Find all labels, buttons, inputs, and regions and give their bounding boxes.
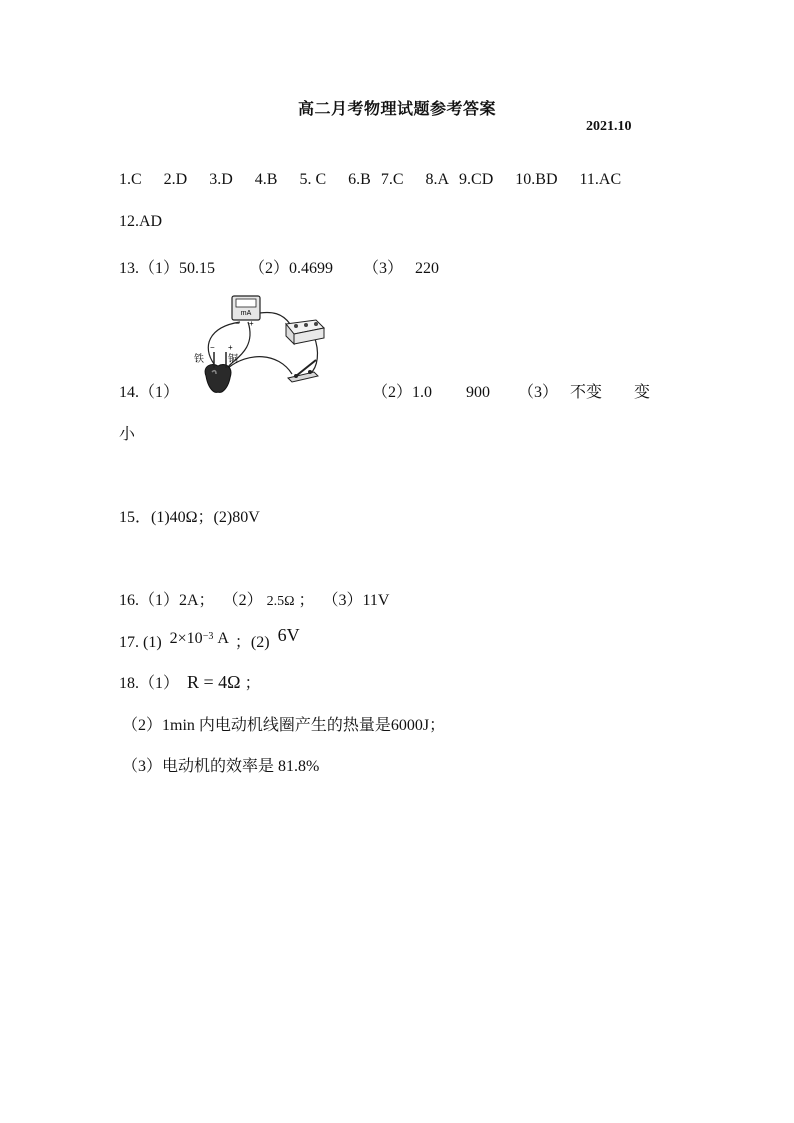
answer-13 [119,255,439,278]
circuit-diagram [188,292,328,398]
answer-8: 8.A [425,171,450,188]
answer-10: 10.BD [515,171,558,188]
electrode-minus: − [210,343,215,352]
answer-18-line-3: （3）电动机的效率是 81.8% [122,758,320,775]
answer-16-part-2-sep: ； [298,592,315,609]
answer-17-mantissa: 2×10 [169,630,203,647]
answer-3: 3.D [209,171,233,188]
answer-12: 12.AD [119,213,163,230]
answer-18-line-2: （2）1min 内电动机线圈产生的热量是6000J； [122,717,446,734]
answer-16-part-2-label: （2） [222,592,263,609]
answer-14-rest [372,379,650,402]
page-title: 高二月考物理试题参考答案 [297,101,496,118]
apple-icon [205,364,231,392]
answer-7: 7.C [380,171,404,188]
answer-14-part-3-label: （3） [518,384,559,401]
answer-2: 2.D [163,171,188,188]
answer-1: 1.C [119,171,142,188]
answer-17-exponent: −3 [202,631,214,642]
answer-16-part-2-value: 2.5Ω [266,594,295,609]
copper-label: 铜 [228,354,238,365]
answer-14-wrap: 小 [119,426,136,443]
meter-minus: − [235,319,240,328]
answer-14-part-2: （2）1.0 [372,384,433,401]
answer-17-part-2-value: 6V [277,625,300,645]
answer-13-part-3-label: （3） [363,260,404,277]
answer-16 [119,587,389,610]
switch-icon [288,372,318,382]
answer-18-resistance: R = 4Ω [187,672,241,692]
answer-13-part-2: （2）0.4699 [249,260,334,277]
date-label: 2021.10 [586,119,632,134]
answer-6: 6.B [348,171,371,188]
answer-17-part-2-label: ；(2) [234,634,270,651]
answer-row-1 [119,171,639,189]
answer-13-part-3-value: 220 [415,260,440,277]
answer-16-part-1: 16.（1）2A； [119,592,215,609]
answer-17-part-1-label: 17. (1) [119,634,162,651]
answer-17 [119,625,300,652]
electrode-plus: + [228,343,233,352]
answer-15: 15．(1)40Ω；(2)80V [119,509,260,526]
answer-13-part-1: 13.（1）50.15 [119,260,216,277]
answer-11: 11.AC [579,171,622,188]
answer-9: 9.CD [459,171,494,188]
answer-14-part-3b: 变 [634,384,651,401]
answer-14-part-3a: 不变 [570,384,603,401]
meter-plus: + [249,319,254,328]
answer-4: 4.B [254,171,278,188]
answer-18-line-1 [119,670,261,693]
ammeter-label: mA [240,310,252,317]
answer-5: 5. C [299,171,327,188]
answer-17-unit: A [217,630,229,647]
answer-14-part-2b: 900 [466,384,491,401]
answer-18-part-1-label: 18.（1） [119,675,180,692]
answer-16-part-3: （3）11V [322,592,390,609]
answer-14-label: 14.（1） [119,384,180,401]
answer-18-sep: ； [244,675,261,692]
iron-label: 铁 [194,354,204,365]
